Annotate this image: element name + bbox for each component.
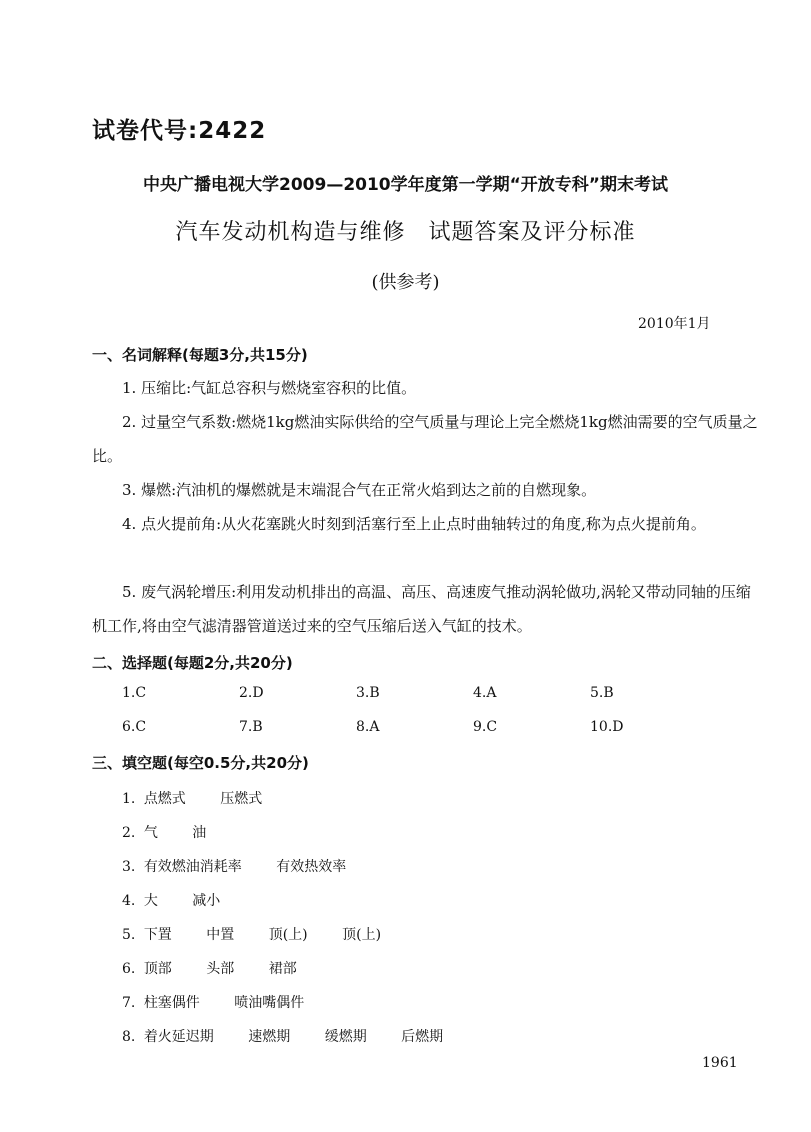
definition-item: 2. 过量空气系数:燃烧1kg燃油实际供给的空气质量与理论上完全燃烧1kg燃油需要的空气质量之比。 bbox=[92, 413, 758, 465]
fill-answer: 气 bbox=[143, 825, 158, 841]
choice-answer: 6.C bbox=[122, 719, 147, 735]
choice-answer: 7.B bbox=[239, 719, 263, 735]
fill-answer: 大 bbox=[143, 893, 158, 909]
fill-answer: 压燃式 bbox=[220, 791, 263, 807]
fill-item bbox=[122, 992, 304, 1012]
definition-item: 1. 压缩比:气缸总容积与燃烧室容积的比值。 bbox=[122, 379, 417, 397]
exam-title: 中央广播电视大学2009—2010学年度第一学期“开放专科”期末考试 bbox=[143, 175, 668, 195]
fill-answer: 顶部 bbox=[143, 961, 172, 977]
fill-answer: 速燃期 bbox=[248, 1029, 291, 1045]
document-subtitle: (供参考) bbox=[371, 272, 440, 293]
choice-answer: 5.B bbox=[590, 685, 614, 701]
choice-answer: 2.D bbox=[239, 685, 264, 701]
fill-answer: 下置 bbox=[143, 927, 172, 943]
fill-item bbox=[122, 1026, 443, 1046]
section-heading-fill-blank: 三、填空题(每空0.5分,共20分) bbox=[92, 754, 309, 772]
fill-item-number: 2. bbox=[122, 825, 136, 841]
fill-item-number: 1. bbox=[122, 791, 136, 807]
choice-answer: 4.A bbox=[473, 685, 497, 701]
fill-answer: 头部 bbox=[206, 961, 235, 977]
fill-answer: 油 bbox=[192, 825, 207, 841]
fill-answer: 减小 bbox=[192, 893, 221, 909]
fill-item-number: 5. bbox=[122, 927, 136, 943]
fill-item bbox=[122, 822, 206, 842]
fill-answer: 顶(上) bbox=[342, 927, 382, 943]
choice-answer: 10.D bbox=[590, 719, 624, 735]
page-number: 1961 bbox=[702, 1055, 738, 1071]
fill-item-number: 6. bbox=[122, 961, 136, 977]
fill-item bbox=[122, 924, 381, 944]
choice-answer: 9.C bbox=[473, 719, 498, 735]
fill-answer: 柱塞偶件 bbox=[143, 995, 200, 1011]
document-date: 2010年1月 bbox=[638, 316, 711, 332]
definition-item: 4. 点火提前角:从火花塞跳火时刻到活塞行至上止点时曲轴转过的角度,称为点火提前角。 bbox=[122, 515, 706, 533]
fill-answer: 有效燃油消耗率 bbox=[143, 859, 242, 875]
fill-item-number: 8. bbox=[122, 1029, 136, 1045]
document-title: 汽车发动机构造与维修 试题答案及评分标准 bbox=[175, 220, 636, 245]
fill-answer: 点燃式 bbox=[143, 791, 186, 807]
fill-item bbox=[122, 788, 262, 808]
paper-code: 试卷代号:2422 bbox=[92, 118, 267, 144]
fill-answer: 裙部 bbox=[268, 961, 297, 977]
fill-item bbox=[122, 856, 346, 876]
fill-answer: 缓燃期 bbox=[324, 1029, 367, 1045]
section-heading-definitions: 一、名词解释(每题3分,共15分) bbox=[92, 346, 308, 364]
definition-item: 3. 爆燃:汽油机的爆燃就是末端混合气在正常火焰到达之前的自燃现象。 bbox=[122, 481, 597, 499]
fill-item-number: 7. bbox=[122, 995, 136, 1011]
fill-answer: 后燃期 bbox=[401, 1029, 444, 1045]
section-heading-choice: 二、选择题(每题2分,共20分) bbox=[92, 654, 293, 672]
fill-item-number: 4. bbox=[122, 893, 136, 909]
fill-answer: 有效热效率 bbox=[276, 859, 347, 875]
choice-answer: 8.A bbox=[356, 719, 380, 735]
choice-answer: 3.B bbox=[356, 685, 380, 701]
definition-item: 5. 废气涡轮增压:利用发动机排出的高温、高压、高速废气推动涡轮做功,涡轮又带动同轴的压缩机工作,将由空气滤清器管道送过来的空气压缩后送入气缸的技术。 bbox=[92, 583, 751, 635]
fill-answer: 顶(上) bbox=[268, 927, 308, 943]
fill-answer: 喷油嘴偶件 bbox=[234, 995, 305, 1011]
fill-answer: 着火延迟期 bbox=[143, 1029, 214, 1045]
fill-answer: 中置 bbox=[206, 927, 235, 943]
fill-item-number: 3. bbox=[122, 859, 136, 875]
fill-item bbox=[122, 890, 220, 910]
choice-answer: 1.C bbox=[122, 685, 147, 701]
fill-item bbox=[122, 958, 297, 978]
